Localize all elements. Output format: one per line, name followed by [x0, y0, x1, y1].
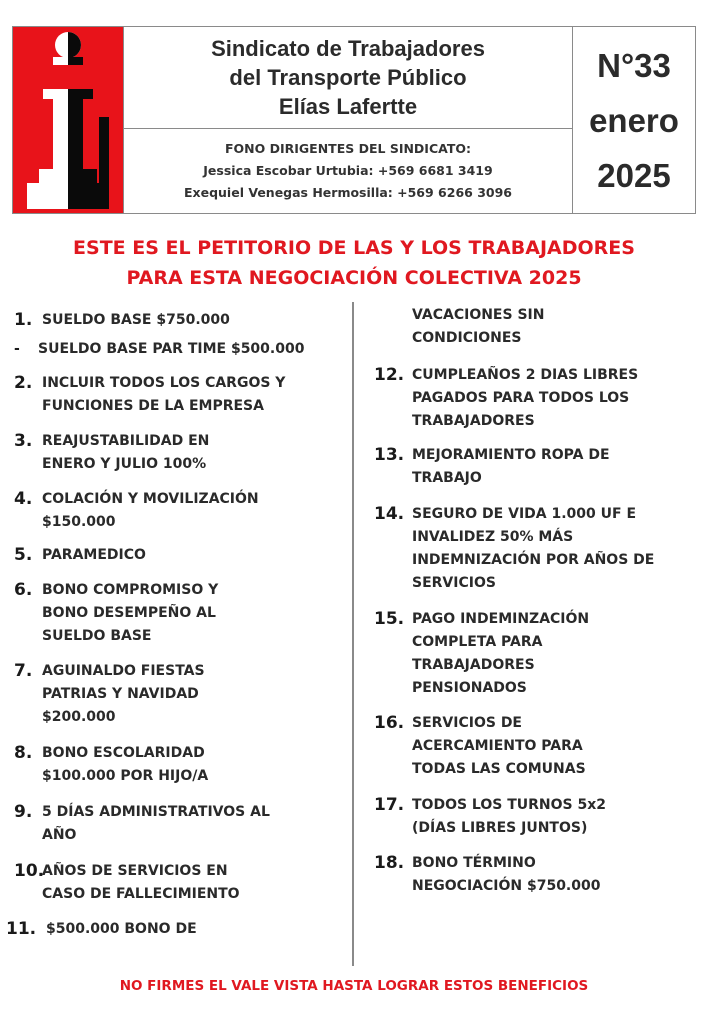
- issue-number: [573, 27, 695, 213]
- item-number: 18.: [374, 853, 405, 873]
- list-item-left-10: [14, 860, 240, 906]
- heading-line-1: ESTE ES EL PETITORIO DE LAS Y LOS TRABAJADORES: [73, 237, 635, 259]
- item-number: 7.: [14, 661, 33, 681]
- list-item-right-4: [374, 608, 589, 700]
- item-text: TODOS LOS TURNOS 5x2 (DÍAS LIBRES JUNTOS): [412, 797, 606, 836]
- list-item-left-7: [14, 660, 205, 729]
- issue-no: N°33: [597, 46, 671, 84]
- item-text: BONO TÉRMINO NEGOCIACIÓN $750.000: [412, 855, 601, 894]
- item-text: COLACIÓN Y MOVILIZACIÓN $150.000: [42, 491, 259, 530]
- item-text: SERVICIOS DE ACERCAMIENTO PARA TODAS LAS COMUNAS: [412, 715, 586, 777]
- list-item-right-0: [412, 304, 544, 350]
- union-logo: [13, 27, 124, 213]
- item-text: MEJORAMIENTO ROPA DE TRABAJO: [412, 447, 610, 486]
- list-item-right-3: [374, 503, 654, 595]
- item-text: BONO COMPROMISO Y BONO DESEMPEÑO AL SUELDO BASE: [42, 582, 219, 644]
- item-text: BONO ESCOLARIDAD $100.000 POR HIJO/A: [42, 745, 209, 784]
- item-text: AÑOS DE SERVICIOS EN CASO DE FALLECIMIENTO: [42, 863, 240, 902]
- item-text: SUELDO BASE PAR TIME $500.000: [38, 341, 305, 357]
- item-text: SUELDO BASE $750.000: [42, 312, 230, 328]
- item-text: CUMPLEAÑOS 2 DIAS LIBRES PAGADOS PARA TODOS LOS TRABAJADORES: [412, 367, 639, 429]
- item-text: 5 DÍAS ADMINISTRATIVOS AL AÑO: [42, 804, 270, 843]
- header-box: [12, 26, 696, 214]
- list-item-right-5: [374, 712, 586, 781]
- list-item-right-6: [374, 794, 606, 840]
- list-item-left-9: [14, 801, 270, 847]
- item-text: PARAMEDICO: [42, 547, 146, 563]
- item-number: 5.: [14, 545, 33, 565]
- item-number: 17.: [374, 795, 405, 815]
- list-item-left-0: [14, 309, 230, 332]
- list-item-left-2: [14, 372, 285, 418]
- union-title: [124, 27, 573, 129]
- column-divider: [352, 302, 354, 966]
- item-text: AGUINALDO FIESTAS PATRIAS Y NAVIDAD $200.000: [42, 663, 205, 725]
- item-number: 12.: [374, 365, 405, 385]
- item-number: 8.: [14, 743, 33, 763]
- list-item-left-6: [14, 579, 218, 648]
- list-item-left-5: [14, 544, 146, 567]
- heading-line-2: PARA ESTA NEGOCIACIÓN COLECTIVA 2025: [126, 267, 582, 289]
- petition-heading: [0, 233, 708, 293]
- item-number: 1.: [14, 310, 33, 330]
- item-text: REAJUSTABILIDAD EN ENERO Y JULIO 100%: [42, 433, 210, 472]
- item-text: PAGO INDEMINZACIÓN COMPLETA PARA TRABAJADORES PENSIONADOS: [412, 611, 590, 696]
- item-text: $500.000 BONO DE: [46, 921, 197, 937]
- contact-block: [124, 129, 573, 213]
- list-item-left-1: [14, 338, 304, 361]
- contact-title: FONO DIRIGENTES DEL SINDICATO:: [225, 141, 471, 156]
- item-number: 15.: [374, 609, 405, 629]
- list-item-right-7: [374, 852, 600, 898]
- item-number: 11.: [6, 919, 37, 939]
- pawn-logo-icon: [13, 27, 123, 213]
- item-number: 16.: [374, 713, 405, 733]
- title-line-3: Elías Lafertte: [278, 94, 418, 119]
- item-text: INCLUIR TODOS LOS CARGOS Y FUNCIONES DE LA EMPRESA: [42, 375, 286, 414]
- item-text: VACACIONES SIN CONDICIONES: [412, 307, 545, 346]
- item-number: 13.: [374, 445, 405, 465]
- contact-line-1: Jessica Escobar Urtubia: +569 6681 3419: [203, 163, 493, 178]
- item-number: 3.: [14, 431, 33, 451]
- footer-warning: NO FIRMES EL VALE VISTA HASTA LOGRAR ESTOS BENEFICIOS: [119, 978, 589, 994]
- item-number: 10.: [14, 861, 45, 881]
- list-item-left-11: [6, 918, 197, 941]
- list-item-right-1: [374, 364, 638, 433]
- list-item-left-8: [14, 742, 208, 788]
- item-number: -: [14, 341, 20, 357]
- list-item-left-4: [14, 488, 259, 534]
- list-item-left-3: [14, 430, 209, 476]
- contact-line-2: Exequiel Venegas Hermosilla: +569 6266 3096: [184, 185, 512, 200]
- list-item-right-2: [374, 444, 610, 490]
- item-number: 4.: [14, 489, 33, 509]
- item-text: SEGURO DE VIDA 1.000 UF E INVALIDEZ 50% MÁS INDEMNIZACIÓN POR AÑOS DE SERVICIOS: [412, 506, 655, 591]
- item-number: 14.: [374, 504, 405, 524]
- item-number: 2.: [14, 373, 33, 393]
- issue-month: enero: [589, 101, 679, 139]
- issue-year: 2025: [597, 156, 671, 194]
- title-line-2: del Transporte Público: [229, 65, 467, 90]
- item-number: 9.: [14, 802, 33, 822]
- title-line-1: Sindicato de Trabajadores: [211, 36, 485, 61]
- item-number: 6.: [14, 580, 33, 600]
